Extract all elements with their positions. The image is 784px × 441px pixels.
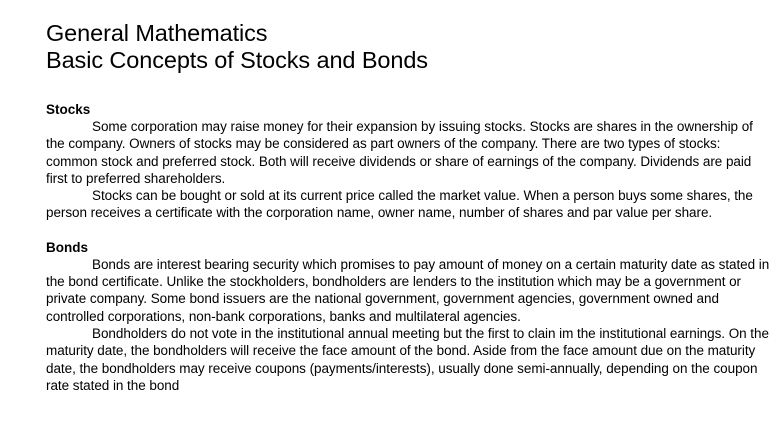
stocks-paragraph-1: Some corporation may raise money for their expansion by issuing stocks. Stocks are shares in the ownership of the company. Owners of stocks may be considered as part owners of the company. There are two types of stocks: common stock and preferred stock. Both will receive dividends or share of earnings of the company. Dividends are paid first to preferred shareholders. xyxy=(46,119,753,186)
bonds-paragraph-1: Bonds are interest bearing security which promises to pay amount of money on a certain maturity date as stated in the bond certificate. Unlike the stockholders, bondholders are lenders to the institution which may be a government or private company. Some bond issuers are the national government, government agencies, government owned and controlled corporations, non-bank corporations, banks and multilateral agencies. xyxy=(46,256,770,324)
stocks-paragraph-2: Stocks can be bought or sold at its current price called the market value. When a person buys some shares, the person receives a certificate with the corporation name, owner name, number of shares and par value per share. xyxy=(46,188,753,221)
bonds-heading: Bonds xyxy=(46,239,88,255)
document-page xyxy=(46,20,772,394)
stocks-section xyxy=(46,101,772,222)
document-title-topic: Basic Concepts of Stocks and Bonds xyxy=(46,47,428,73)
bonds-paragraph-2: Bondholders do not vote in the institutional annual meeting but the first to clain im the institutional earnings. On the maturity date, the bondholders will receive the face amount of the bond. Aside from the face amount due on the maturity date, the bondholders may receive coupons (payments/interests), usually done semi-annually, depending on the coupon rate stated in the bond xyxy=(46,325,769,393)
bonds-section xyxy=(46,239,772,394)
document-title-subject: General Mathematics xyxy=(46,20,268,46)
stocks-heading: Stocks xyxy=(46,102,91,117)
